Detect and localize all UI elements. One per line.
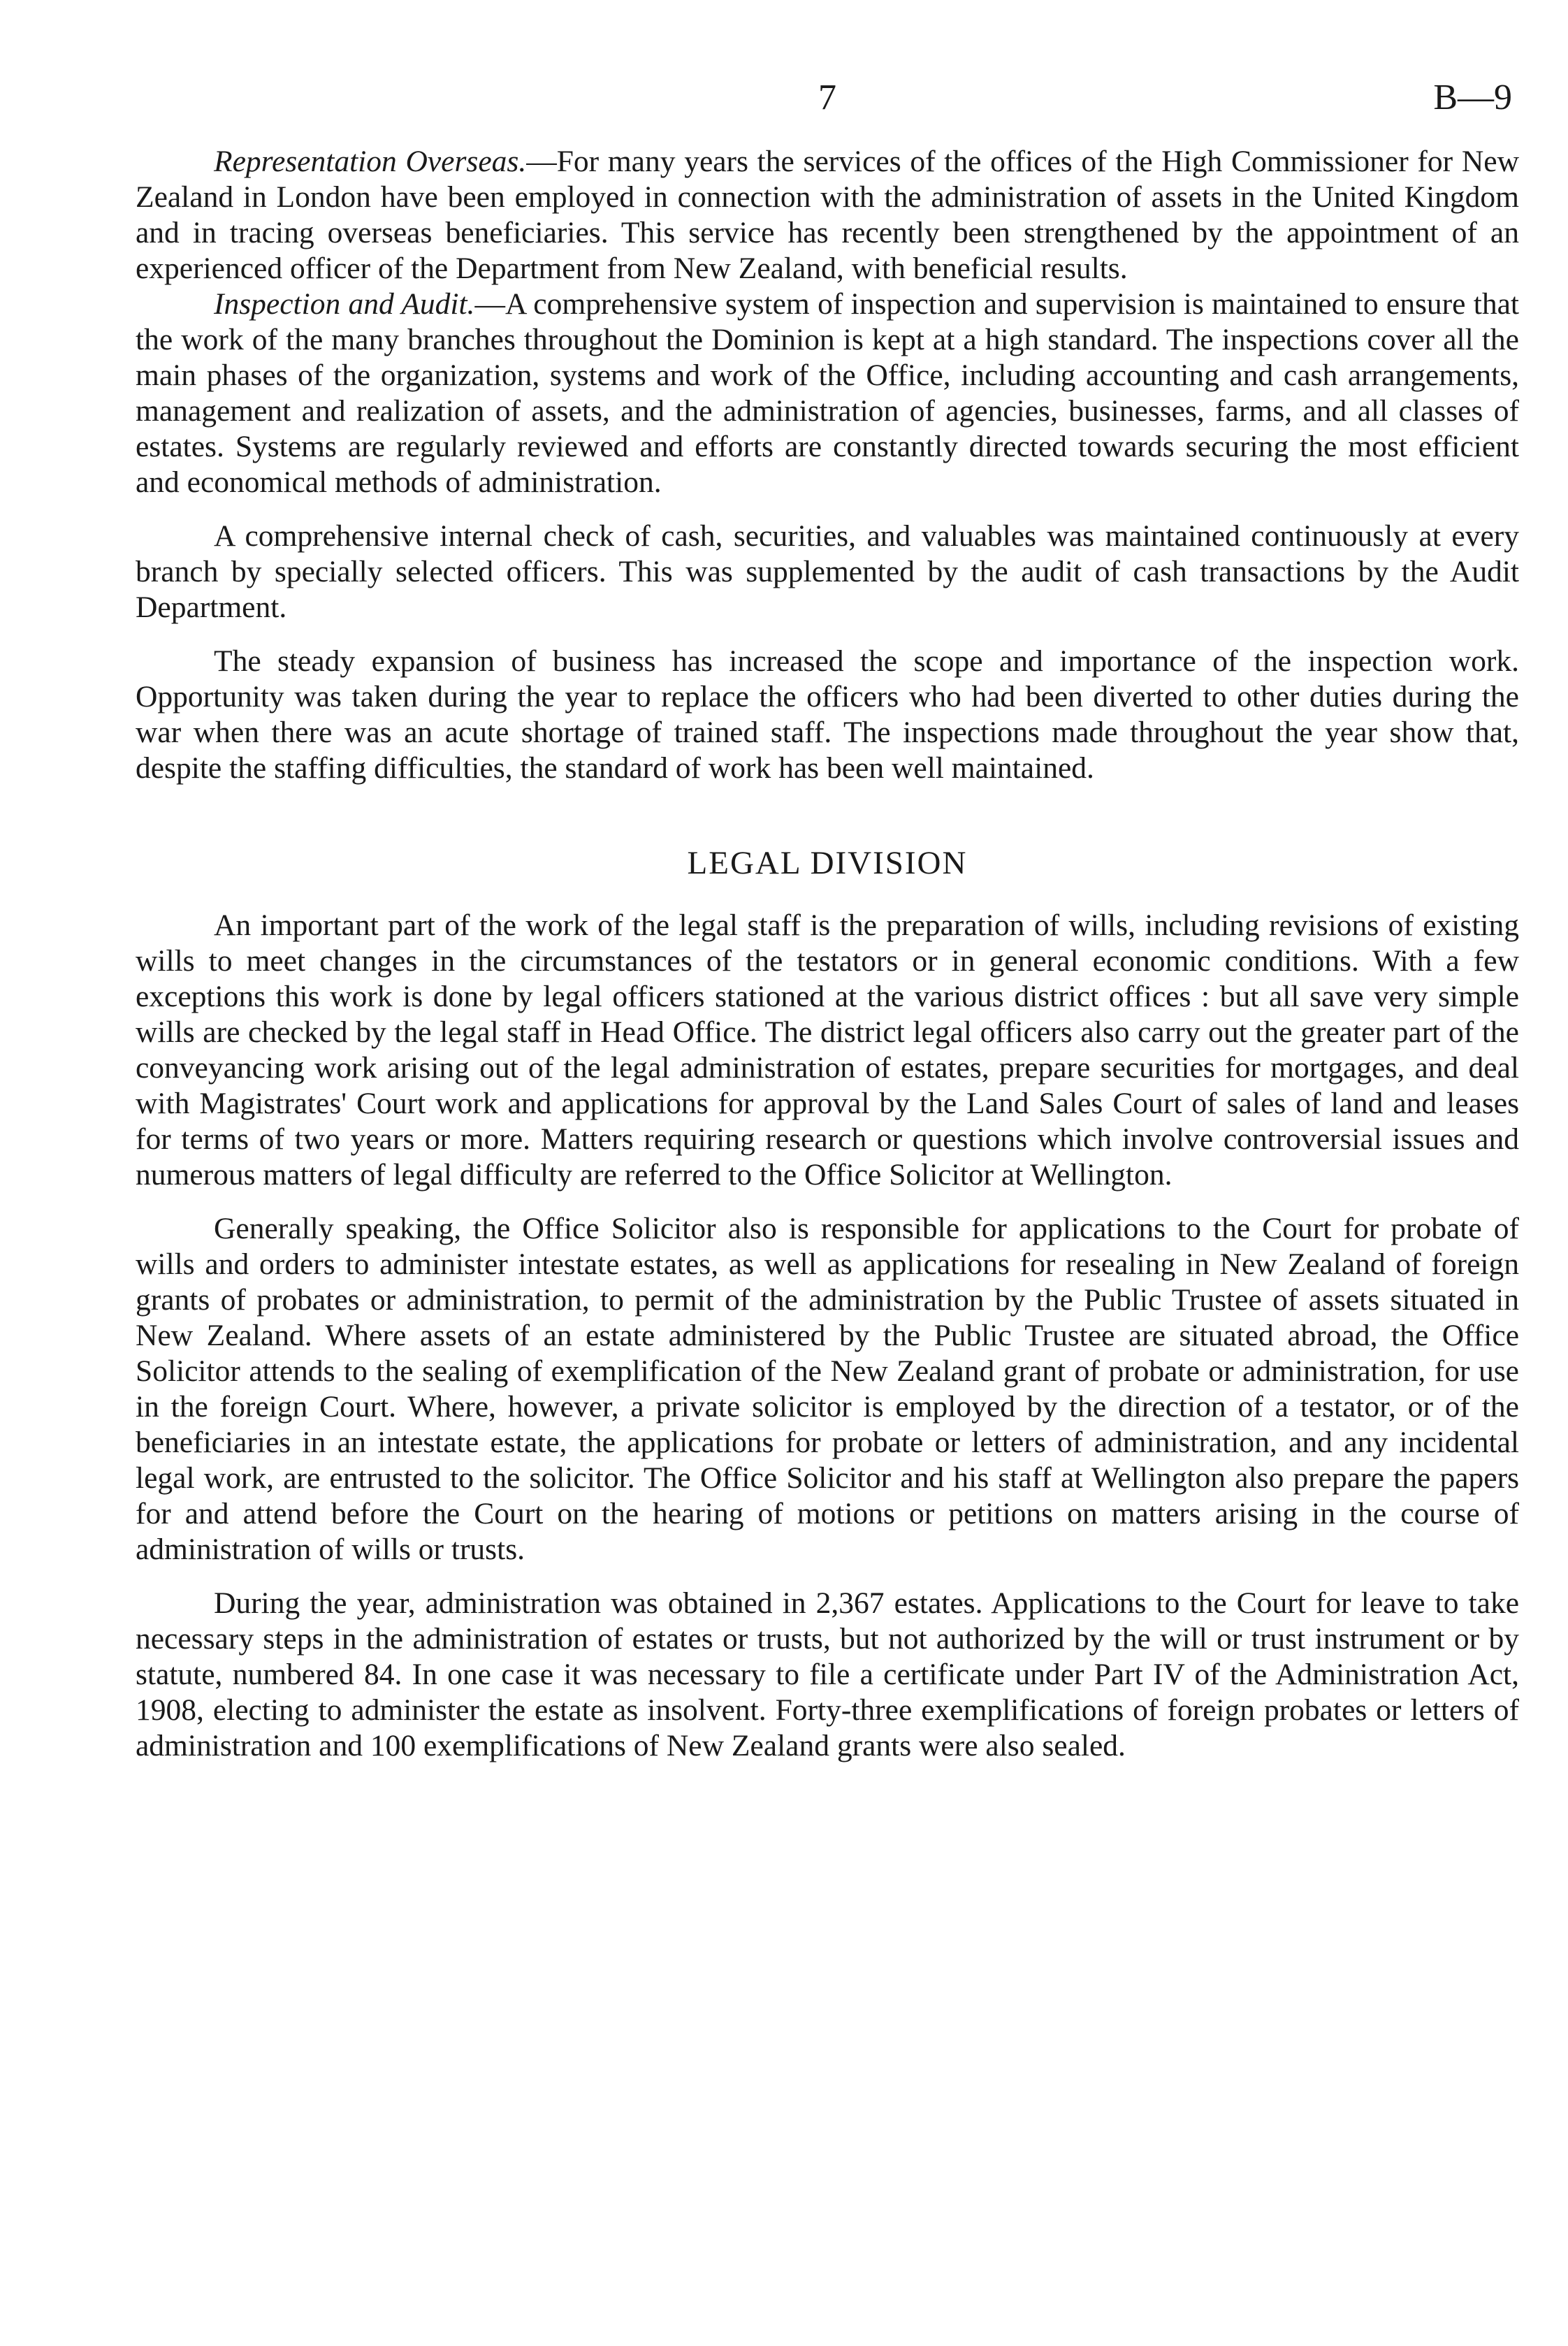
page-number: 7 (818, 78, 836, 117)
paragraph-representation-overseas (136, 144, 1519, 287)
document-page (136, 77, 1519, 1764)
paragraph-inspection-expansion: The steady expansion of business has increased the scope and importance of the inspection work. Opportunity was taken during the year to replace the officers who had been diverted to other duties during the war when there was an acute shortage of trained staff. The inspections made throughout the year show that, despite the staffing difficulties, the standard of work has been well maintained. (136, 644, 1519, 785)
paragraph-lead: Inspection and Audit. (214, 287, 475, 321)
page-header (136, 77, 1519, 144)
paragraph-office-solicitor: Generally speaking, the Office Solicitor also is responsible for applications to the Court for probate of wills and orders to administer intestate estates, as well as applications for resealing in New Zealand of foreign grants of probates or administration, to permit of the administration by the Public Trustee of assets situated in New Zealand. Where assets of an estate administered by the Public Trustee are situated abroad, the Office Solicitor attends to the sealing of exemplification of the New Zealand grant of probate or administration, for use in the foreign Court. Where, however, a private solicitor is employed by the direction of a testator, or of the beneficiaries in an intestate estate, the applications for probate or letters of administration, and any incidental legal work, are entrusted to the solicitor. The Office Solicitor and his staff at Wellington also prepare the papers for and attend before the Court on the hearing of motions or petitions on matters arising in the course of administration of wills or trusts. (136, 1212, 1519, 1566)
paragraph-internal-check: A comprehensive internal check of cash, securities, and valuables was maintained continuously at every branch by specially selected officers. This was supplemented by the audit of cash transactions by the Audit Department. (136, 519, 1519, 624)
section-heading-legal-division: LEGAL DIVISION (687, 845, 968, 881)
paragraph-lead: Representation Overseas. (214, 145, 527, 178)
paragraph-text: —For many years the services of the offices of the High Commissioner for New Zealand in London have been employed in connection with the administration of assets in the United Kingdom and in tracing overseas beneficiaries. This service has recently been strengthened by the appointment of an experienced officer of the Department from New Zealand, with beneficial results. (136, 145, 1519, 285)
paragraph-text: —A comprehensive system of inspection and supervision is maintained to ensure that the work of the many branches throughout the Dominion is kept at a high standard. The inspections cover all the main phases of the organization, systems and work of the Office, including accounting and cash arrangements, management and realization of assets, and the administration of agencies, businesses, farms, and all classes of estates. Systems are regularly reviewed and efforts are constantly directed towards securing the most efficient and economical methods of administration. (136, 287, 1519, 499)
paragraph-administration-statistics: During the year, administration was obtained in 2,367 estates. Applications to the Court for leave to take necessary steps in the administration of estates or trusts, but not authorized by the will or trust instrument or by statute, numbered 84. In one case it was necessary to file a certificate under Part IV of the Administration Act, 1908, electing to administer the estate as insolvent. Forty-three exemplifications of foreign probates or letters of administration and 100 exemplifications of New Zealand grants were also sealed. (136, 1586, 1519, 1762)
paragraph-legal-staff-work: An important part of the work of the legal staff is the preparation of wills, including revisions of existing wills to meet changes in the circumstances of the testators or in general economic conditions. With a few exceptions this work is done by legal officers stationed at the various district offices : but all save very simple wills are checked by the legal staff in Head Office. The district legal officers also carry out the greater part of the conveyancing work arising out of the legal administration of estates, prepare securities for mortgages, and deal with Magistrates' Court work and applications for approval by the Land Sales Court of sales of land and leases for terms of two years or more. Matters requiring research or questions which involve controversial issues and numerous matters of legal difficulty are referred to the Office Solicitor at Wellington. (136, 908, 1519, 1192)
paragraph-inspection-and-audit (136, 287, 1519, 500)
document-reference: B—9 (1433, 78, 1512, 117)
